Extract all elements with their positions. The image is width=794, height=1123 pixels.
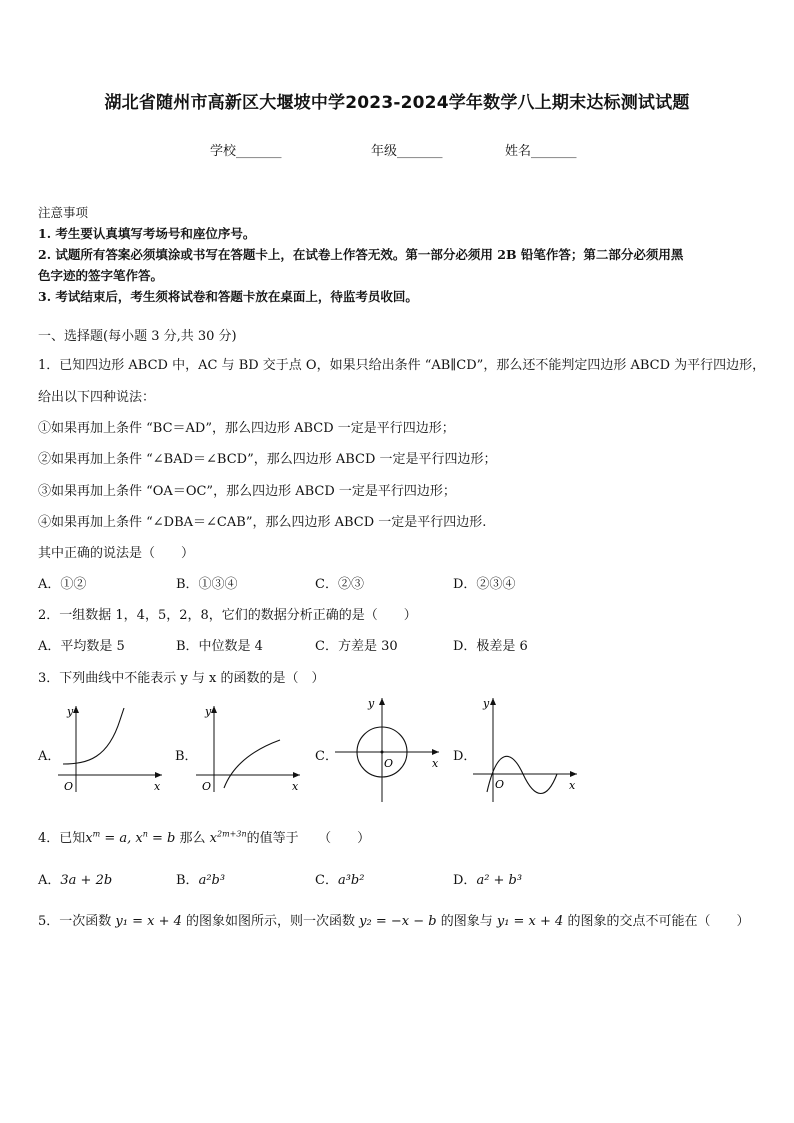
q4-base: x [209, 831, 217, 846]
q4-option-a[interactable] [38, 869, 112, 888]
q4-base: x [85, 831, 93, 846]
school-field[interactable]: 学校_______ [210, 144, 282, 159]
q2-option-d[interactable]: D．极差是 6 [453, 639, 528, 654]
x-axis-label: x [292, 780, 299, 793]
note-item: 3. 考试结束后，考生须将试卷和答题卡放在桌面上，待监考员收回。 [38, 289, 418, 304]
q5-text: 5．一次函数 [38, 914, 116, 929]
y-axis-label: y [67, 705, 74, 718]
note-item: 色字迹的签字笔作答。 [38, 268, 164, 283]
q3-stem: 3．下列曲线中不能表示 y 与 x 的函数的是（ ） [38, 671, 325, 686]
q4-stem [38, 827, 370, 846]
notes-heading: 注意事项 [38, 205, 89, 220]
q3-option-a-label[interactable]: A． [38, 749, 61, 764]
q1-ask: 其中正确的说法是（ ） [38, 546, 195, 561]
q4-expr-mid: = b [147, 831, 176, 846]
q5-stem [38, 910, 749, 929]
y-axis-label: y [483, 697, 490, 710]
q4-sup: m [92, 829, 101, 839]
q1-option-d[interactable]: D．②③④ [453, 577, 516, 592]
grade-field[interactable]: 年级_______ [371, 144, 443, 159]
q4-expr [210, 831, 247, 846]
q4-sup: 2m+3n [216, 829, 247, 839]
q3-option-c-label[interactable]: C． [315, 749, 338, 764]
q4-option-d[interactable] [453, 869, 522, 888]
notes-block [38, 202, 758, 307]
note-item: 2. 试题所有答案必须填涂或书写在答题卡上，在试卷上作答无效。第一部分必须用 2B 铅笔作答；第二部分必须用黑 [38, 247, 684, 262]
q2-option-b[interactable]: B．中位数是 4 [176, 639, 263, 654]
q4-stem-prefix: 4．已知 [38, 831, 86, 846]
option-expr: a²b³ [198, 873, 226, 888]
y-axis-label: y [368, 697, 375, 710]
q3-graph-a [58, 700, 168, 795]
option-label: D． [453, 873, 477, 888]
q3-option-b-label[interactable]: B． [175, 749, 198, 764]
q1-stem-line2: 给出以下四种说法： [38, 390, 156, 405]
x-axis-label: x [432, 757, 439, 770]
option-label: A． [38, 873, 61, 888]
name-field[interactable]: 姓名_______ [505, 144, 577, 159]
q5-expr: y₁ = x + 4 [115, 914, 182, 929]
origin-label: O [495, 778, 505, 791]
origin-label: O [64, 780, 74, 793]
q3-graph-c [335, 692, 445, 804]
y-axis-label: y [205, 705, 212, 718]
note-item: 1. 考生要认真填写考场号和座位序号。 [38, 226, 256, 241]
q1-statement-2: ②如果再加上条件 “∠BAD＝∠BCD”，那么四边形 ABCD 一定是平行四边形； [38, 452, 497, 467]
q5-expr: y₁ = x + 4 [496, 914, 564, 929]
q4-option-b[interactable] [176, 869, 225, 888]
q1-option-c[interactable]: C．②③ [315, 577, 364, 592]
origin-label: O [384, 757, 394, 770]
q1-option-b[interactable]: B．①③④ [176, 577, 238, 592]
option-expr: 3a + 2b [60, 873, 113, 888]
q5-text: 的图象的交点不可能在（ ） [563, 914, 750, 929]
q4-stem-mid: 那么 [175, 831, 210, 846]
origin-label: O [202, 780, 212, 793]
q3-graph-d [473, 692, 583, 804]
option-label: C． [315, 873, 338, 888]
section-title: 一、选择题(每小题 3 分,共 30 分) [38, 329, 237, 344]
q4-expr [85, 831, 175, 846]
x-axis-label: x [154, 780, 161, 793]
q4-option-c[interactable] [315, 869, 364, 888]
q1-statement-3: ③如果再加上条件 “OA＝OC”，那么四边形 ABCD 一定是平行四边形； [38, 484, 456, 499]
option-expr: a² + b³ [476, 873, 523, 888]
q2-option-a[interactable]: A．平均数是 5 [38, 639, 125, 654]
q2-option-c[interactable]: C．方差是 30 [315, 639, 398, 654]
q1-option-a[interactable]: A．①② [38, 577, 87, 592]
x-axis-label: x [569, 779, 576, 792]
option-expr: a³b² [337, 873, 365, 888]
q5-text: 的图象如图所示，则一次函数 [181, 914, 360, 929]
q1-statement-1: ①如果再加上条件 “BC＝AD”，那么四边形 ABCD 一定是平行四边形； [38, 421, 455, 436]
q4-stem-suffix: 的值等于 （ ） [246, 831, 371, 846]
option-label: B． [176, 873, 199, 888]
q4-sup: n [142, 829, 148, 839]
q4-expr-mid: = a, x [100, 831, 143, 846]
page-title: 湖北省随州市高新区大堰坡中学2023-2024学年数学八上期末达标测试试题 [104, 93, 690, 113]
q5-text: 的图象与 [436, 914, 497, 929]
q3-option-d-label[interactable]: D． [453, 749, 477, 764]
q1-statement-4: ④如果再加上条件 “∠DBA＝∠CAB”，那么四边形 ABCD 一定是平行四边形. [38, 515, 487, 530]
q3-graph-b [196, 700, 306, 795]
q1-stem-line1: 1．已知四边形 ABCD 中，AC 与 BD 交于点 O，如果只给出条件 “AB∥CD”，那么还不能判定四边形 ABCD 为平行四边形， [38, 358, 766, 373]
q2-stem: 2．一组数据 1，4，5，2，8，它们的数据分析正确的是（ ） [38, 608, 417, 623]
q5-expr: y₂ = −x − b [359, 914, 437, 929]
